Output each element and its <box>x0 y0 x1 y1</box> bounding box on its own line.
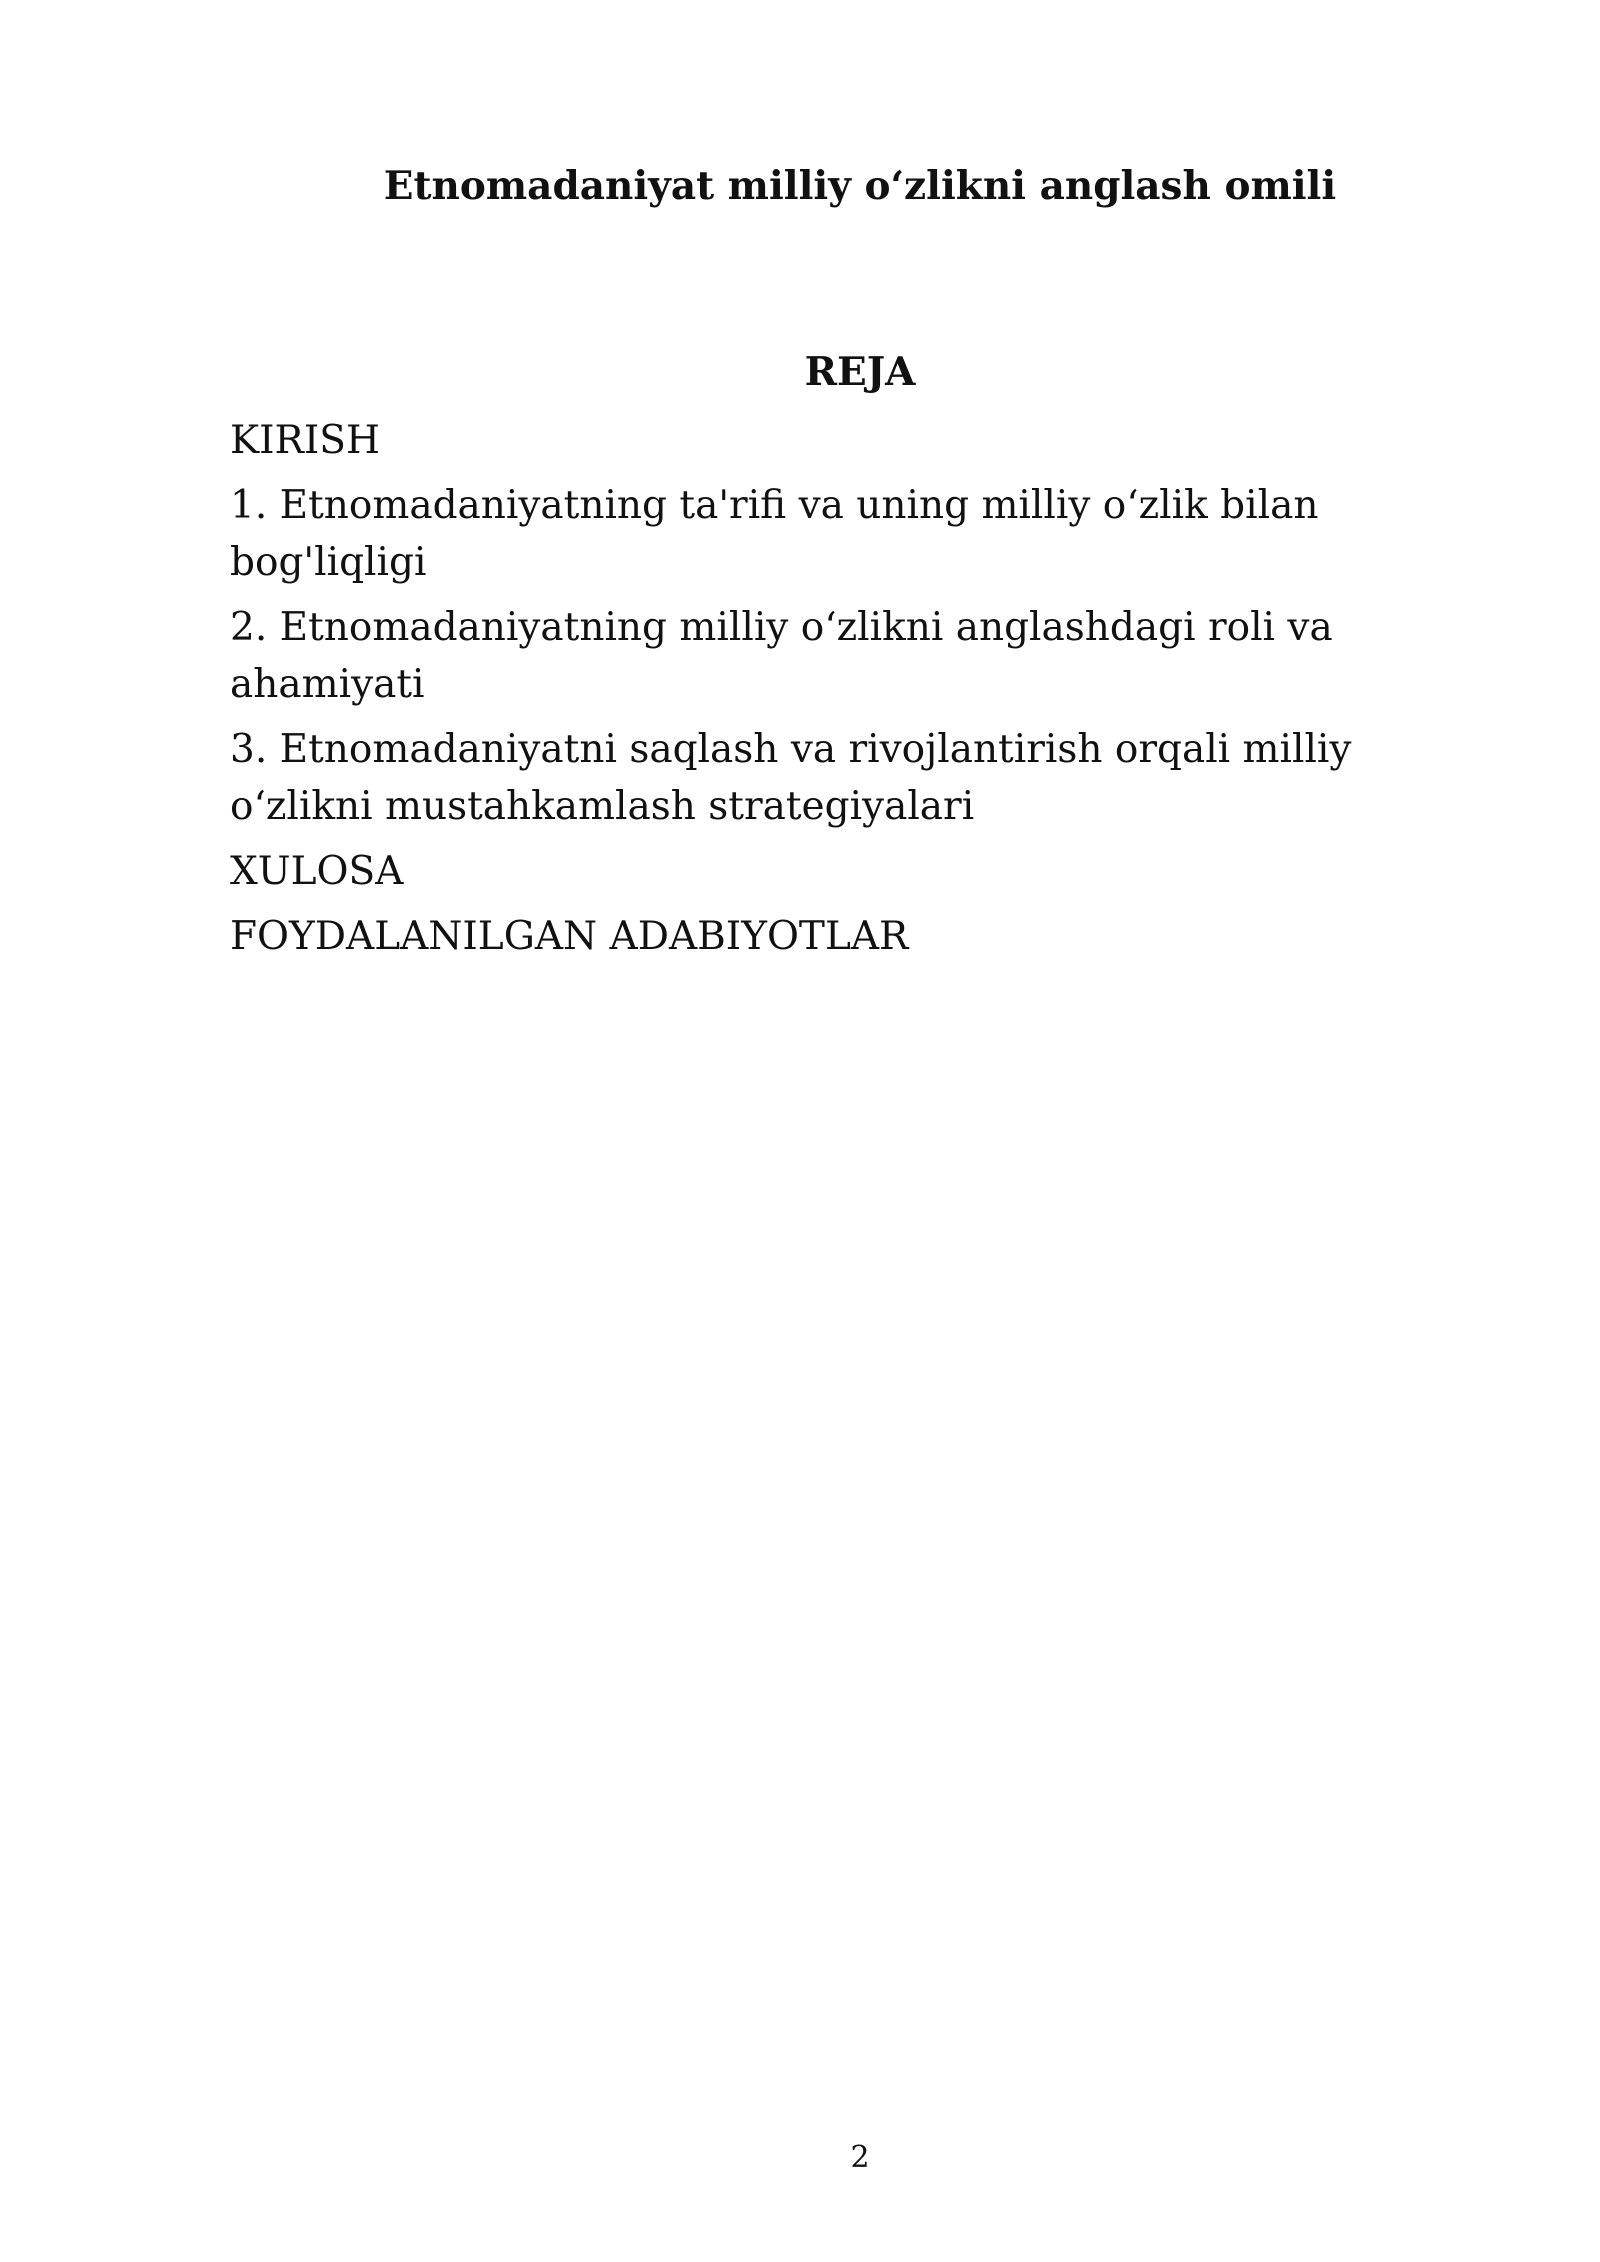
plan-item-conclusion: XULOSA <box>230 849 404 894</box>
page-number: 2 <box>850 2140 870 2175</box>
plan-item-1: 1. Etnomadaniyatning ta'rifi va uning milliy oʻzlik bilan bog'liqligi <box>230 483 1319 585</box>
plan-item-2: 2. Etnomadaniyatning milliy oʻzlikni anglashdagi roli va ahamiyati <box>230 605 1333 707</box>
plan-list <box>230 412 1490 973</box>
document-title: Etnomadaniyat milliy oʻzlikni anglash omili <box>383 163 1337 209</box>
plan-item-3: 3. Etnomadaniyatni saqlash va rivojlantirish orqali milliy oʻzlikni mustahkamlash strategiyalari <box>230 727 1352 829</box>
plan-heading: REJA <box>804 349 916 395</box>
plan-item-introduction: KIRISH <box>230 418 381 463</box>
plan-item-references: FOYDALANILGAN ADABIYOTLAR <box>230 914 909 959</box>
